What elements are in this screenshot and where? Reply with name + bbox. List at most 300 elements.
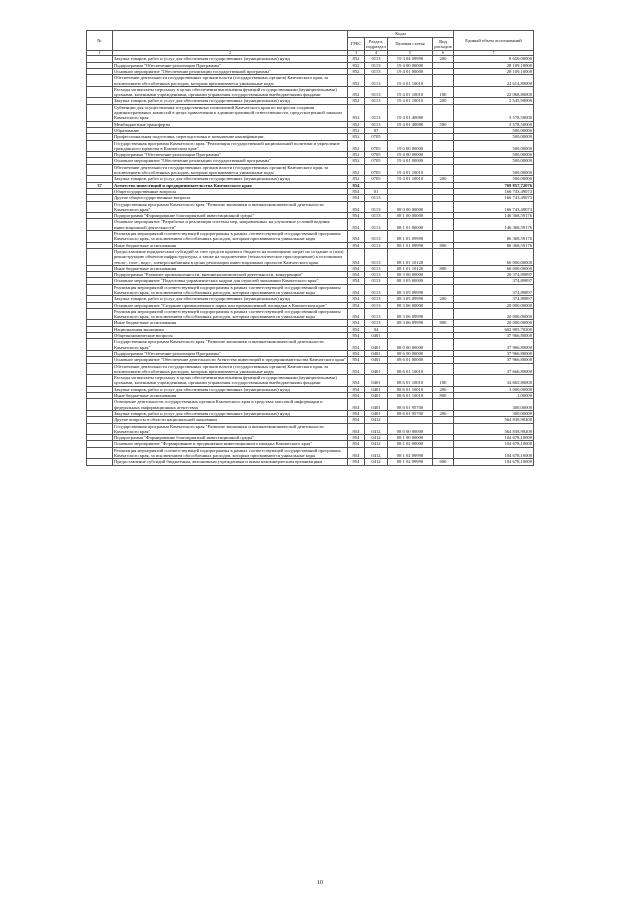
cell-number (87, 308, 113, 320)
cell-target: 08 1 01 10120 (388, 265, 433, 271)
cell-grbs: 854 (348, 417, 365, 423)
cell-grbs: 854 (348, 195, 365, 201)
cell-target: 08 3 06 09990 (388, 320, 433, 326)
cell-amount: 24 614,80000 (454, 75, 534, 87)
cell-amount: 20 000,00000 (454, 308, 534, 320)
cell-grbs: 854 (348, 386, 365, 392)
cell-amount: 166 743,49073 (454, 188, 534, 194)
cell-target: 08 6 01 10010 (388, 375, 433, 387)
cell-section: 0401 (365, 363, 388, 375)
cell-name: Другие общегосударственные вопросы (113, 195, 348, 201)
header-target: Целевая статья (388, 38, 433, 51)
cell-grbs: 854 (348, 182, 365, 188)
cell-expense-type: 800 (433, 265, 454, 271)
cell-name: Расходы на выплаты персоналу в целях обеспечения выполнения функций государственными (муниципальными) органами, казенными учреждениями, органами управления государственными внебюджетными фондами (113, 375, 348, 387)
cell-amount: 564 838,90200 (454, 417, 534, 423)
cell-target: 08 1 01 09990 (388, 231, 433, 243)
cell-amount: 86 368,59176 (454, 231, 534, 243)
cell-name: Закупка товаров, работ и услуг для обеспечения государственных (муниципальных) нужд (113, 386, 348, 392)
cell-name: Реализация мероприятий соответствующей подпрограммы в рамках соответствующей государственной программы Камчатского края, за исключением обособленных расходов, которым присваиваются уникальные коды (113, 231, 348, 243)
cell-expense-type (433, 284, 454, 296)
cell-name: Подпрограмма "Обеспечение реализации Программы" (113, 350, 348, 356)
cell-expense-type: 200 (433, 410, 454, 416)
header-number: № (87, 31, 113, 51)
cell-target: 08 6 01 10010 (388, 363, 433, 375)
cell-section: 0113 (365, 201, 388, 213)
table-row (87, 284, 534, 296)
cell-target: 08 3 06 00000 (388, 302, 433, 308)
cell-grbs: 854 (348, 423, 365, 435)
cell-grbs: 854 (348, 459, 365, 465)
cell-section: 0401 (365, 333, 388, 339)
cell-section: 0113 (365, 302, 388, 308)
cell-grbs: 854 (348, 339, 365, 351)
cell-name: Подпрограмма "Обеспечение реализации Программы" (113, 62, 348, 68)
cell-grbs: 852 (348, 56, 365, 62)
cell-name: Основное мероприятие "Формирование и продвижение инвестиционного имиджа Камчатского края" (113, 441, 348, 447)
cell-section: 0401 (365, 399, 388, 411)
cell-expense-type: 200 (433, 98, 454, 104)
cell-target: 19 4 01 10010 (388, 176, 433, 182)
cell-expense-type (433, 363, 454, 375)
cell-section: 0113 (365, 213, 388, 219)
cell-target: 19 4 00 00000 (388, 62, 433, 68)
cell-number (87, 231, 113, 243)
index-cell: 5 (388, 51, 433, 56)
cell-amount: 374,89897 (454, 278, 534, 284)
budget-document (86, 30, 533, 466)
cell-name: Основное мероприятие "Создание промышленного парка или промышленной площадки в Камчатском крае" (113, 302, 348, 308)
cell-section: 0113 (365, 242, 388, 248)
cell-section: 0705 (365, 152, 388, 158)
cell-target: 19 0 00 00000 (388, 140, 433, 152)
table-body (87, 56, 534, 465)
cell-number (87, 140, 113, 152)
cell-expense-type (433, 308, 454, 320)
cell-expense-type: 200 (433, 56, 454, 62)
cell-name: Иные бюджетные ассигнования (113, 242, 348, 248)
cell-number (87, 164, 113, 176)
cell-target: 19 4 01 10010 (388, 75, 433, 87)
cell-expense-type (433, 248, 454, 265)
index-cell: 6 (433, 51, 454, 56)
cell-target: 19 4 01 40080 (388, 121, 433, 127)
cell-target: 19 4 00 00000 (388, 152, 433, 158)
cell-expense-type: 200 (433, 176, 454, 182)
cell-name: Агентство инвестиций и предпринимательства Камчатского края (113, 182, 348, 188)
cell-name: Подпрограмма "Развитие промышленности, внешнеэкономической деятельности, конкуренции" (113, 272, 348, 278)
cell-grbs: 854 (348, 272, 365, 278)
cell-name: Образование (113, 127, 348, 133)
cell-amount: 20 000,00000 (454, 320, 534, 326)
cell-expense-type: 800 (433, 242, 454, 248)
header-name (113, 31, 348, 51)
cell-name: Субвенции для осуществления государственных полномочий Камчатского края по вопросам создания административных комиссий в целях привлечения к административной ответственности, предусмотренной законом Камчатского края (113, 104, 348, 121)
cell-name: Другие вопросы в области национальной экономики (113, 417, 348, 423)
cell-name: Основное мероприятие "Обеспечение реализации государственной программы" (113, 158, 348, 164)
cell-expense-type (433, 140, 454, 152)
cell-target: 08 1 02 09990 (388, 447, 433, 459)
cell-amount: 146 368,59176 (454, 219, 534, 231)
cell-amount: 500,00000 (454, 134, 534, 140)
cell-name: Иные бюджетные ассигнования (113, 320, 348, 326)
cell-section: 0705 (365, 176, 388, 182)
cell-target: 08 6 01 10010 (388, 386, 433, 392)
header-amount: Единый объем ассигнований (454, 31, 534, 51)
table-row (87, 104, 534, 121)
cell-target: 08 1 01 09990 (388, 242, 433, 248)
cell-number (87, 86, 113, 98)
cell-grbs: 854 (348, 435, 365, 441)
cell-amount: 500,00000 (454, 176, 534, 182)
cell-amount: 500,00000 (454, 152, 534, 158)
cell-section: 0113 (365, 195, 388, 201)
cell-name: Предоставление юридическим субсидий за счет средств краевого бюджета на возмещение затрат на создание и (или) реконструкцию объектов инфраструктуры, а также на подключение (технологическое присоединение) к источникам тепло-, газо-, водо-, электроснабжения в целях реализации инвестиционных проектов Камчатского края (113, 248, 348, 265)
cell-expense-type (433, 104, 454, 121)
cell-name: Закупка товаров, работ и услуг для обеспечения государственных (муниципальных) нужд (113, 98, 348, 104)
table-row (87, 459, 534, 465)
cell-amount: 104 678,10000 (454, 459, 534, 465)
cell-section: 0113 (365, 62, 388, 68)
cell-name: Предоставление субсидий бюджетным, автономным учреждениям и иным некоммерческим организациям (113, 459, 348, 465)
cell-name: Обеспечение деятельности государственных органов власти (государственных органов) Камчатского края, за исключением обособленных расходов, которым присваиваются уникальные коды (113, 75, 348, 87)
cell-section: 04 (365, 326, 388, 332)
cell-section: 0401 (365, 357, 388, 363)
cell-number (87, 447, 113, 459)
cell-name: Расходы на выплаты персоналу в целях обеспечения выполнения функций государственными (муниципальными) органами, казенными учреждениями, органами управления государственными внебюджетными фондами (113, 86, 348, 98)
cell-amount: 20 000,00000 (454, 302, 534, 308)
cell-target: 08 0 00 00000 (388, 339, 433, 351)
cell-target: 08 1 01 10120 (388, 248, 433, 265)
cell-target: 08 3 05 09990 (388, 284, 433, 296)
cell-name: Реализация мероприятий соответствующей подпрограммы в рамках соответствующей государственной программы Камчатского края, за исключением обособленных расходов, которым присваиваются уникальные коды (113, 308, 348, 320)
cell-section: 0401 (365, 350, 388, 356)
budget-table (86, 30, 534, 466)
cell-name: Реализация мероприятий соответствующей подпрограммы в рамках соответствующей государственной программы Камчатского края, за исключением обособленных расходов, которым присваиваются уникальные коды (113, 284, 348, 296)
cell-grbs: 854 (348, 333, 365, 339)
cell-name: Государственная программа Камчатского края "Развитие экономики и внешнеэкономической деятельности Камчатского края" (113, 423, 348, 435)
cell-grbs: 852 (348, 134, 365, 140)
cell-section: 0401 (365, 375, 388, 387)
cell-section: 0113 (365, 320, 388, 326)
cell-section: 0705 (365, 134, 388, 140)
cell-name: Иные бюджетные ассигнования (113, 393, 348, 399)
cell-section: 0412 (365, 447, 388, 459)
cell-name: Национальная экономика (113, 326, 348, 332)
cell-amount: 500,00000 (454, 164, 534, 176)
cell-amount: 166 743,49073 (454, 201, 534, 213)
cell-amount: 28 109,10000 (454, 62, 534, 68)
cell-name: Государственная программа Камчатского края "Развитие экономики и внешнеэкономической деятельности Камчатского края" (113, 339, 348, 351)
cell-amount: 500,00000 (454, 127, 534, 133)
cell-section: 0113 (365, 284, 388, 296)
cell-target: 08 3 00 00000 (388, 272, 433, 278)
cell-amount: 37 966,80000 (454, 357, 534, 363)
cell-grbs: 852 (348, 176, 365, 182)
cell-grbs: 854 (348, 188, 365, 194)
cell-number (87, 375, 113, 387)
cell-section: 0412 (365, 435, 388, 441)
cell-amount: 1,00000 (454, 393, 534, 399)
cell-expense-type (433, 423, 454, 435)
cell-target: 08 1 00 00000 (388, 213, 433, 219)
cell-name: Основное мероприятие "Обеспечение реализации государственной программы" (113, 69, 348, 75)
cell-amount: 104 678,10000 (454, 447, 534, 459)
cell-name: Подпрограмма "Формирование благоприятной инвестиционной среды" (113, 213, 348, 219)
cell-target: 08 3 05 09990 (388, 296, 433, 302)
cell-target: 08 6 00 00000 (388, 350, 433, 356)
cell-name: Обеспечение деятельности государственных органов власти (государственных органов) Камчатского края, за исключением обособленных расходов, которым присваиваются уникальные коды (113, 363, 348, 375)
cell-amount: 37 666,80000 (454, 363, 534, 375)
table-row (87, 363, 534, 375)
cell-target: 19 3 04 09990 (388, 56, 433, 62)
cell-number (87, 75, 113, 87)
cell-section: 0113 (365, 69, 388, 75)
cell-amount: 3 578,50000 (454, 121, 534, 127)
cell-grbs: 852 (348, 104, 365, 121)
cell-target: 19 4 01 40080 (388, 104, 433, 121)
cell-amount: 60 000,00000 (454, 248, 534, 265)
cell-expense-type: 600 (433, 459, 454, 465)
cell-name: Закупка товаров, работ и услуг для обеспечения государственных (муниципальных) нужд (113, 296, 348, 302)
cell-name: Общеэкономические вопросы (113, 333, 348, 339)
cell-section: 0401 (365, 386, 388, 392)
table-header (87, 31, 534, 56)
cell-name: Подпрограмма "Формирование благоприятной инвестиционной среды" (113, 435, 348, 441)
cell-name: Реализация мероприятий соответствующей подпрограммы в рамках соответствующей государственной программы Камчатского края, за исключением обособленных расходов, которым присваиваются уникальные коды (113, 447, 348, 459)
cell-target: 08 6 01 00000 (388, 357, 433, 363)
cell-target: 19 4 01 00000 (388, 158, 433, 164)
cell-grbs: 854 (348, 248, 365, 265)
cell-section: 0401 (365, 339, 388, 351)
cell-grbs: 852 (348, 121, 365, 127)
table-row (87, 201, 534, 213)
cell-number (87, 399, 113, 411)
cell-target: 19 4 01 10010 (388, 164, 433, 176)
table-row (87, 399, 534, 411)
cell-grbs: 852 (348, 158, 365, 164)
cell-amount: 104 678,10000 (454, 441, 534, 447)
cell-grbs: 854 (348, 201, 365, 213)
cell-name: Иные бюджетные ассигнования (113, 265, 348, 271)
table-row (87, 308, 534, 320)
cell-section: 0113 (365, 248, 388, 265)
cell-target: 08 1 00 00000 (388, 435, 433, 441)
cell-section: 0113 (365, 308, 388, 320)
cell-target: 08 1 01 00000 (388, 219, 433, 231)
cell-name: Основное мероприятие "Обеспечение деятельности Агентства инвестиций и предпринимательства Камчатского края" (114, 357, 346, 363)
cell-grbs: 854 (348, 447, 365, 459)
cell-section: 0113 (365, 56, 388, 62)
cell-section: 0401 (365, 393, 388, 399)
cell-target: 08 6 01 95700 (388, 399, 433, 411)
cell-grbs: 854 (348, 296, 365, 302)
cell-name: Государственная программа Камчатского края "Развитие экономики и внешнеэкономической деятельности Камчатского края" (113, 201, 348, 213)
table-row (87, 219, 534, 231)
cell-amount: 86 368,59176 (454, 242, 534, 248)
cell-section: 0113 (365, 219, 388, 231)
cell-grbs: 854 (348, 320, 365, 326)
cell-grbs: 854 (348, 441, 365, 447)
cell-grbs: 852 (348, 86, 365, 98)
cell-name: Закупка товаров, работ и услуг для обеспечения государственных (муниципальных) нужд (113, 176, 348, 182)
cell-section: 0113 (365, 296, 388, 302)
table-row (87, 231, 534, 243)
cell-target: 08 1 02 09990 (388, 459, 433, 465)
cell-section: 0113 (365, 104, 388, 121)
cell-grbs: 854 (348, 308, 365, 320)
cell-section: 0113 (365, 121, 388, 127)
cell-grbs: 854 (348, 357, 365, 363)
cell-grbs: 852 (348, 127, 365, 133)
cell-expense-type (433, 164, 454, 176)
cell-name: Освещение деятельности государственных органов Камчатского края в средствах массовой информации и федеральных информационных агентствах (113, 399, 348, 411)
cell-expense-type: 100 (433, 86, 454, 98)
index-cell: 2 (113, 51, 348, 56)
cell-number (87, 423, 113, 435)
cell-grbs: 854 (348, 302, 365, 308)
cell-amount: 37 966,80000 (454, 333, 534, 339)
header-grbs: ГРБС (348, 38, 365, 51)
table-row (87, 75, 534, 87)
cell-section: 0705 (365, 140, 388, 152)
cell-target: 08 0 00 00000 (388, 423, 433, 435)
cell-name: Основное мероприятие "Подготовка управленческих кадров для отраслей экономики Камчатского края" (113, 278, 348, 284)
cell-section: 0412 (365, 423, 388, 435)
cell-amount: 34 665,80000 (454, 375, 534, 387)
cell-section: 0113 (365, 98, 388, 104)
cell-target: 08 1 02 00000 (388, 441, 433, 447)
cell-amount: 2 545,90000 (454, 98, 534, 104)
cell-grbs: 854 (348, 410, 365, 416)
table-row (87, 248, 534, 265)
cell-amount: 300,00000 (454, 410, 534, 416)
cell-grbs: 854 (348, 242, 365, 248)
cell-amount: 374,89897 (454, 296, 534, 302)
header-codes: Коды (348, 31, 454, 38)
cell-grbs: 854 (348, 326, 365, 332)
cell-amount: 602 805,70200 (454, 326, 534, 332)
cell-name: Подпрограмма "Обеспечение реализации Программы" (113, 152, 348, 158)
cell-target: 08 6 01 10010 (388, 393, 433, 399)
cell-amount: 374,89897 (454, 284, 534, 296)
cell-grbs: 852 (348, 152, 365, 158)
cell-amount: 22 068,80000 (454, 86, 534, 98)
cell-amount: 3 578,50000 (454, 104, 534, 121)
cell-section: 07 (365, 127, 388, 133)
cell-grbs: 854 (348, 399, 365, 411)
cell-target: 08 0 00 00000 (388, 201, 433, 213)
cell-amount: 104 678,10000 (454, 435, 534, 441)
cell-expense-type (433, 75, 454, 87)
table-row (87, 140, 534, 152)
cell-amount: 500,00000 (454, 140, 534, 152)
cell-expense-type (433, 219, 454, 231)
page-number: 10 (317, 880, 323, 886)
cell-grbs: 854 (348, 284, 365, 296)
cell-target: 19 4 01 10010 (388, 98, 433, 104)
cell-number (87, 248, 113, 265)
cell-expense-type: 500 (433, 121, 454, 127)
cell-section: 01 (365, 188, 388, 194)
cell-name: Обеспечение деятельности государственных органов власти (государственных органов) Камчатского края, за исключением обособленных расходов, которым присваиваются уникальные коды (113, 164, 348, 176)
cell-name: Государственная программа Камчатского края "Реализация государственной национальной политики и укрепление гражданского единства в Камчатском крае" (113, 140, 348, 152)
cell-grbs: 852 (348, 140, 365, 152)
cell-amount: 300,00000 (454, 399, 534, 411)
cell-target: 08 6 01 95700 (388, 410, 433, 416)
cell-amount: 146 368,59176 (454, 213, 534, 219)
cell-grbs: 854 (348, 231, 365, 243)
cell-amount: 20 374,89897 (454, 272, 534, 278)
cell-amount: 166 743,49073 (454, 195, 534, 201)
cell-expense-type (433, 201, 454, 213)
cell-expense-type (433, 399, 454, 411)
cell-section: 0113 (365, 265, 388, 271)
cell-amount: 8 650,00000 (454, 56, 534, 62)
cell-name: Закупка товаров, работ и услуг для обеспечения государственных (муниципальных) нужд (113, 410, 348, 416)
cell-number (87, 459, 113, 465)
cell-name: Общегосударственные вопросы (113, 188, 348, 194)
cell-section: 0113 (365, 231, 388, 243)
cell-amount: 769 857,72076 (454, 182, 534, 188)
table-row (87, 423, 534, 435)
cell-grbs: 854 (348, 213, 365, 219)
cell-name: Профессиональная подготовка, переподготовка и повышение квалификации (113, 134, 348, 140)
cell-name: Основное мероприятие "Разработка и реализация системы мер, направленных на улучшение условий ведения инвестиционной деятельности" (113, 219, 348, 231)
cell-amount: 37 966,80000 (454, 350, 534, 356)
cell-amount: 60 000,00000 (454, 265, 534, 271)
cell-section: 0113 (365, 272, 388, 278)
table-row (87, 375, 534, 387)
index-cell: 4 (365, 51, 388, 56)
cell-section: 0705 (365, 164, 388, 176)
cell-amount: 37 966,80000 (454, 339, 534, 351)
cell-amount: 564 838,90200 (454, 423, 534, 435)
cell-section: 0401 (365, 410, 388, 416)
cell-target: 19 4 01 10010 (388, 86, 433, 98)
cell-number: 37 (87, 182, 113, 188)
cell-grbs: 852 (348, 62, 365, 68)
cell-section: 0412 (365, 417, 388, 423)
cell-amount: 3 000,00000 (454, 386, 534, 392)
cell-number (87, 104, 113, 121)
cell-number (87, 284, 113, 296)
cell-amount: 500,00000 (454, 158, 534, 164)
cell-number (87, 201, 113, 213)
index-cell: 1 (87, 51, 113, 56)
cell-section: 0113 (365, 278, 388, 284)
cell-section: 0113 (365, 86, 388, 98)
index-cell: 7 (454, 51, 534, 56)
table-row (87, 447, 534, 459)
cell-amount: 28 109,10000 (454, 69, 534, 75)
cell-section: 0412 (365, 459, 388, 465)
cell-grbs: 854 (348, 375, 365, 387)
cell-expense-type (433, 447, 454, 459)
table-row (87, 86, 534, 98)
cell-expense-type: 100 (433, 375, 454, 387)
cell-grbs: 854 (348, 393, 365, 399)
cell-expense-type: 800 (433, 393, 454, 399)
cell-name: Межбюджетные трансферты (113, 121, 348, 127)
cell-target: 19 4 01 00000 (388, 69, 433, 75)
cell-grbs: 852 (348, 69, 365, 75)
cell-expense-type: 200 (433, 386, 454, 392)
cell-expense-type (433, 231, 454, 243)
cell-target: 08 3 05 00000 (388, 278, 433, 284)
index-cell: 3 (348, 51, 365, 56)
header-section: Раздел, подраздел (366, 38, 386, 49)
